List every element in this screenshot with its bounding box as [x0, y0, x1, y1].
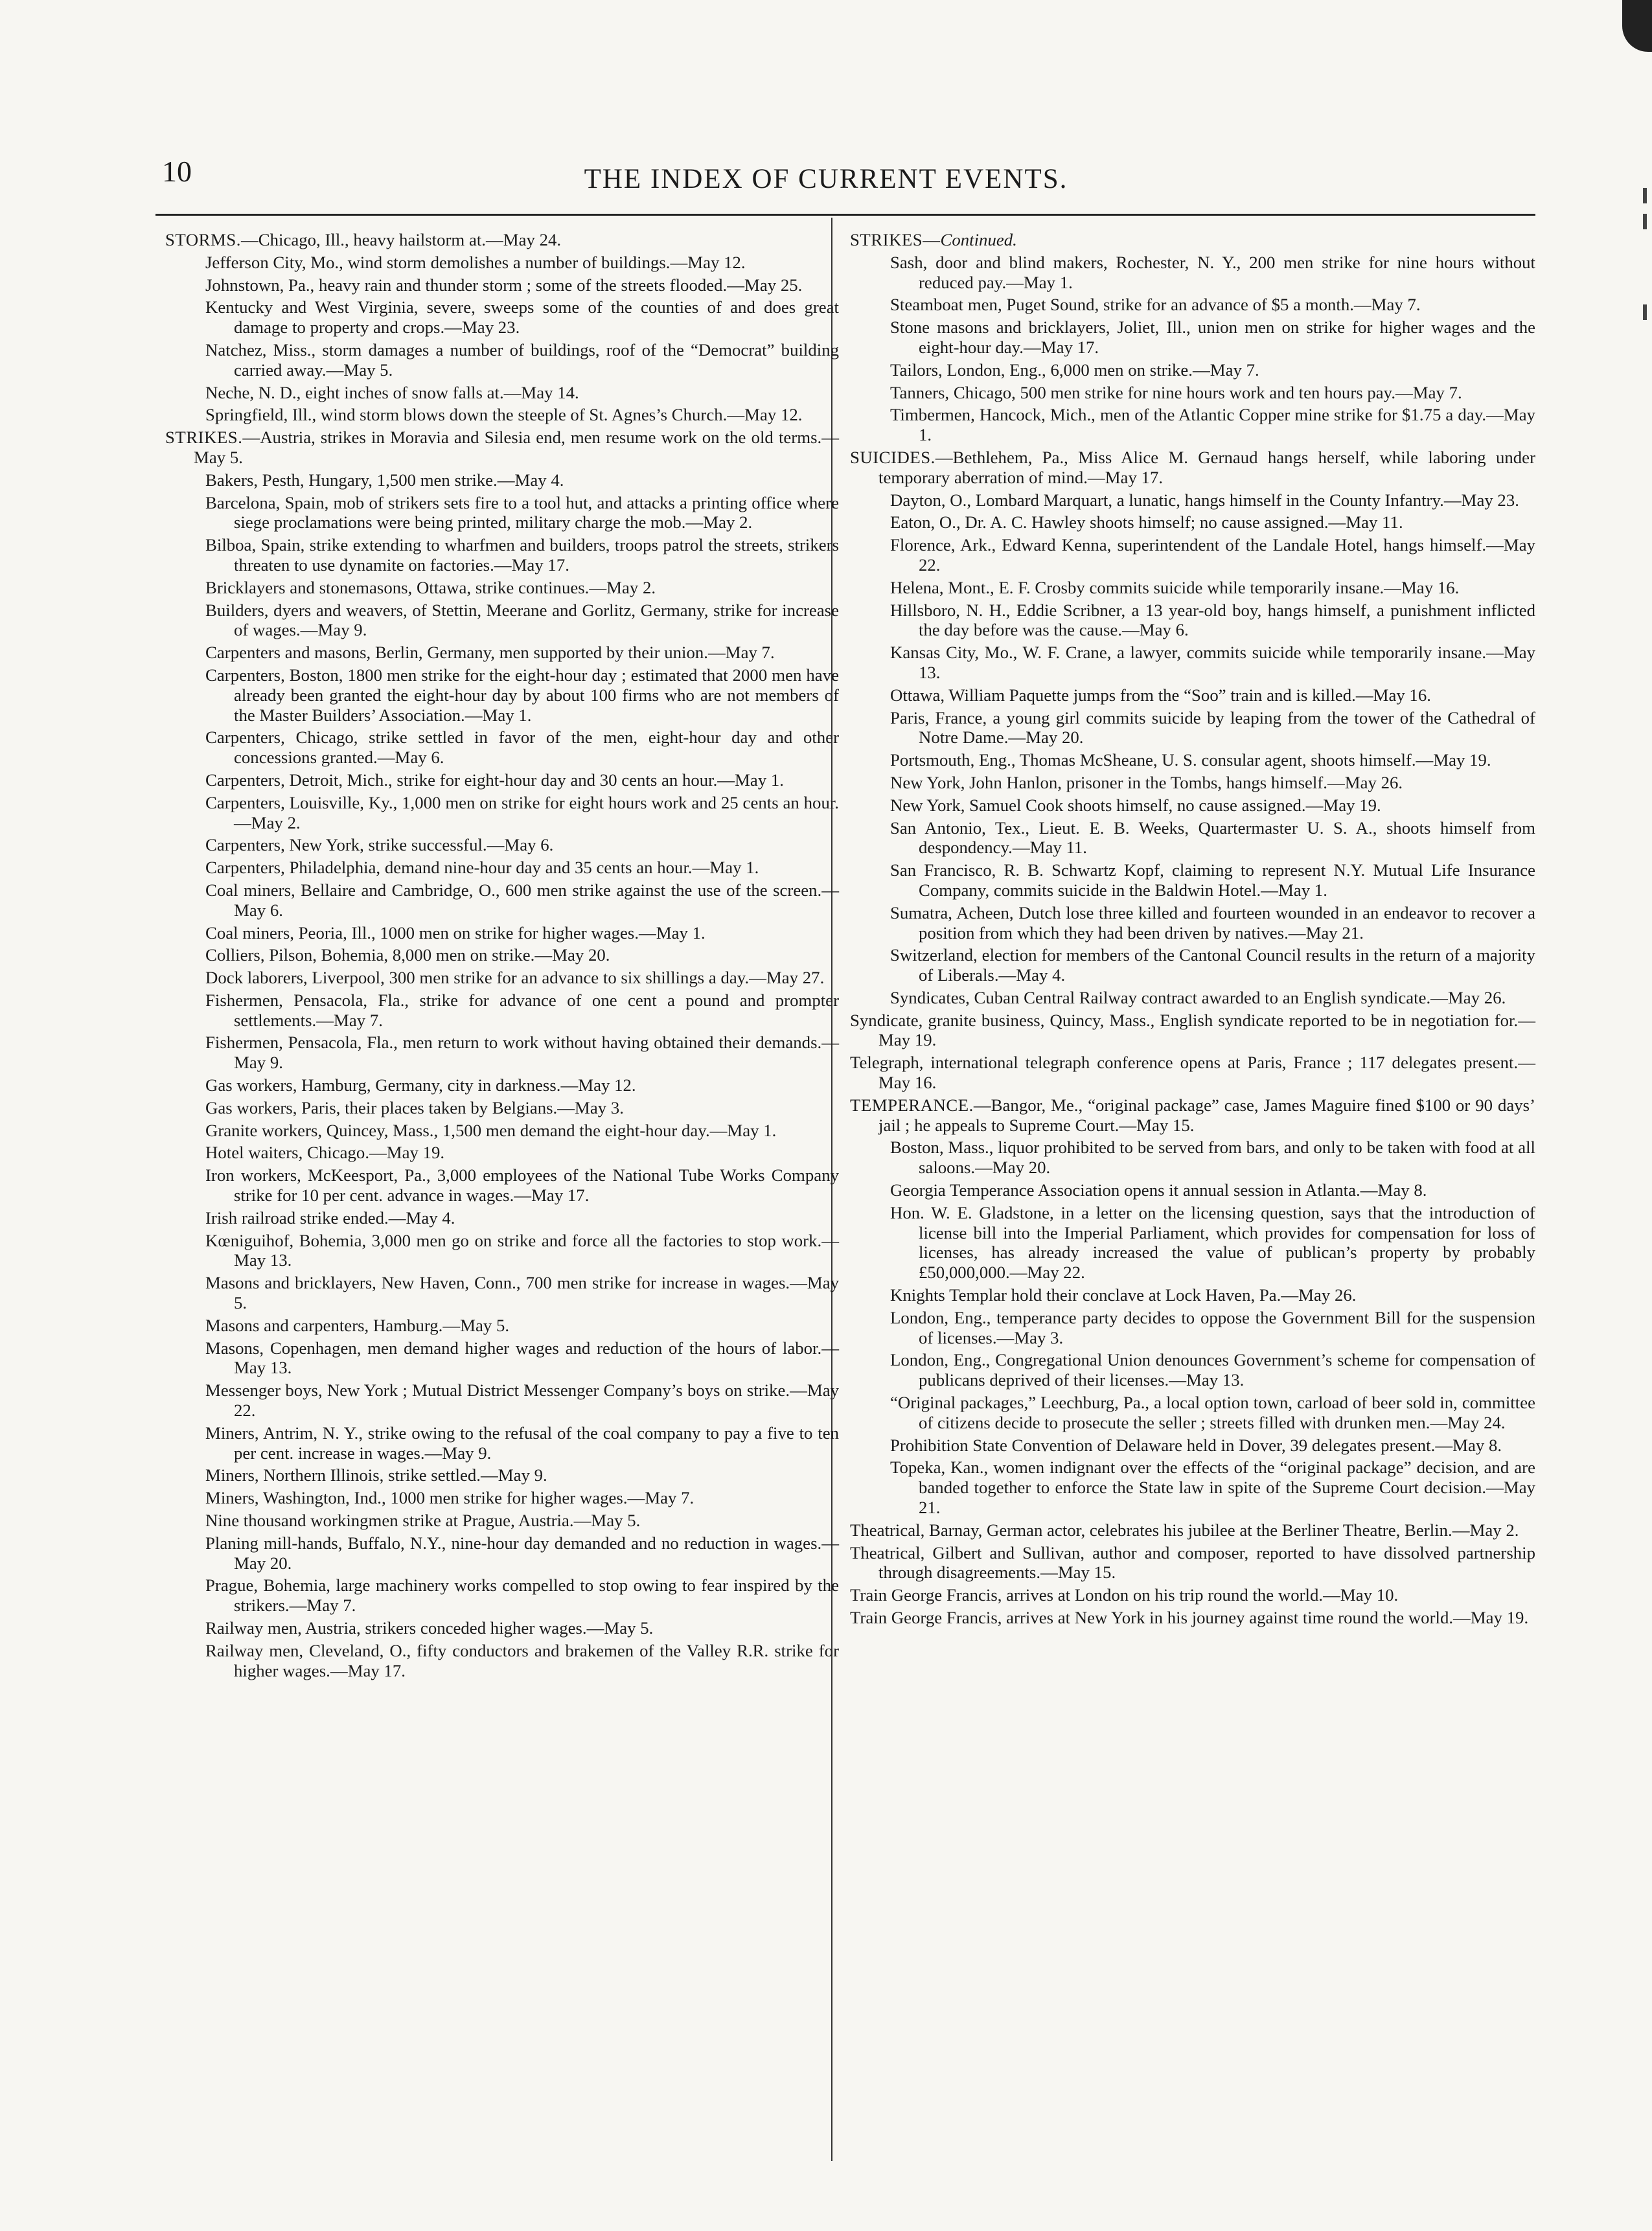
entry-text: London, Eng., temperance party decides to oppose the Government Bill for the suspension of licenses.—May 3.	[890, 1307, 1535, 1347]
index-entry	[890, 1436, 1535, 1456]
entry-text: San Francisco, R. B. Schwartz Kopf, claiming to represent N.Y. Mutual Life Insurance Company, commits suicide in the Baldwin Hotel.—May 1.	[890, 860, 1535, 900]
index-entry	[890, 988, 1535, 1008]
entry-text: Miners, Washington, Ind., 1000 men strike for higher wages.—May 7.	[205, 1488, 694, 1508]
entry-text: Planing mill-hands, Buffalo, N.Y., nine-hour day demanded and no reduction in wages.—May 20.	[205, 1533, 839, 1573]
scan-edge-mark	[1643, 304, 1647, 320]
entry-text: Hon. W. E. Gladstone, in a letter on the licensing question, says that the introduction of license bill into the Imperial Parliament, which provides for compensation for loss of licenses, has already increased the value of publican’s property by probably £50,000,000.—May 22.	[890, 1202, 1535, 1283]
entry-text: New York, Samuel Cook shoots himself, no cause assigned.—May 19.	[890, 795, 1381, 815]
index-entry	[205, 383, 839, 403]
index-category-entry	[850, 448, 1535, 488]
index-entry	[205, 945, 839, 965]
index-entry	[205, 1273, 839, 1313]
index-entry	[890, 945, 1535, 985]
continued-label: Continued.	[940, 230, 1017, 249]
entry-text: Natchez, Miss., storm damages a number of buildings, roof of the “Democrat” building carried away.—May 5.	[205, 339, 839, 380]
index-entry	[205, 727, 839, 768]
index-entry	[205, 1533, 839, 1573]
index-category-entry	[850, 1585, 1535, 1605]
entry-text: Gas workers, Hamburg, Germany, city in darkness.—May 12.	[205, 1075, 636, 1095]
page-number: 10	[162, 155, 192, 188]
index-entry	[205, 643, 839, 663]
category-label: STORMS.	[165, 230, 241, 249]
index-entry	[205, 793, 839, 833]
entry-text: Sash, door and blind makers, Rochester, N. Y., 200 men strike for nine hours without reduced pay.—May 1.	[890, 252, 1535, 292]
index-category-entry	[850, 1011, 1535, 1051]
entry-text: New York, John Hanlon, prisoner in the Tombs, hangs himself.—May 26.	[890, 772, 1403, 792]
index-entry	[205, 1465, 839, 1485]
entry-text: Irish railroad strike ended.—May 4.	[205, 1207, 455, 1228]
entry-text: Knights Templar hold their conclave at Lock Haven, Pa.—May 26.	[890, 1285, 1357, 1305]
index-entry	[890, 317, 1535, 358]
entry-text: Hillsboro, N. H., Eddie Scribner, a 13 year-old boy, hangs himself, a punishment inflicted the day before was the cause.—May 6.	[890, 600, 1535, 640]
index-category-entry	[850, 1608, 1535, 1628]
entry-text: Syndicates, Cuban Central Railway contract awarded to an English syndicate.—May 26.	[890, 987, 1506, 1007]
index-entry	[890, 750, 1535, 770]
entry-text: Georgia Temperance Association opens it annual session in Atlanta.—May 8.	[890, 1180, 1427, 1200]
index-category-entry	[165, 230, 839, 250]
entry-text: Masons, Copenhagen, men demand higher wages and reduction of the hours of labor.—May 13.	[205, 1338, 839, 1378]
index-entry	[890, 773, 1535, 793]
index-entry	[205, 1641, 839, 1681]
entry-text: Colliers, Pilson, Bohemia, 8,000 men on strike.—May 20.	[205, 945, 610, 965]
index-entry	[205, 535, 839, 575]
category-label: STRIKES—	[850, 230, 941, 249]
entry-text: Ottawa, William Paquette jumps from the “Soo” train and is killed.—May 16.	[890, 685, 1431, 705]
entry-text: Iron workers, McKeesport, Pa., 3,000 employees of the National Tube Works Company strike for 10 per cent. advance in wages.—May 17.	[205, 1165, 839, 1206]
entry-text: Springfield, Ill., wind storm blows down the steeple of St. Agnes’s Church.—May 12.	[205, 405, 803, 425]
entry-text: Coal miners, Bellaire and Cambridge, O., 600 men strike against the use of the screen.—May 6.	[205, 880, 839, 920]
index-entry	[890, 903, 1535, 943]
entry-text: Carpenters, Detroit, Mich., strike for eight-hour day and 30 cents an hour.—May 1.	[205, 770, 785, 790]
entry-text: Kansas City, Mo., W. F. Crane, a lawyer, commits suicide while temporarily insane.—May 13.	[890, 643, 1535, 682]
index-category-entry	[850, 1053, 1535, 1093]
entry-text: Railway men, Austria, strikers conceded higher wages.—May 5.	[205, 1618, 654, 1638]
entry-text: Theatrical, Barnay, German actor, celebrates his jubilee at the Berliner Theatre, Berlin.—May 2.	[850, 1520, 1519, 1540]
index-entry	[205, 1098, 839, 1118]
entry-text: Railway men, Cleveland, O., fifty conductors and brakemen of the Valley R.R. strike for higher wages.—May 17.	[205, 1640, 839, 1680]
entry-text: Fishermen, Pensacola, Fla., strike for advance of one cent a pound and prompter settlements.—May 7.	[205, 990, 839, 1030]
index-entry	[205, 601, 839, 641]
index-category-entry	[850, 230, 1535, 250]
entry-text: Dayton, O., Lombard Marquart, a lunatic, hangs himself in the County Infantry.—May 23.	[890, 490, 1519, 510]
index-entry	[890, 1180, 1535, 1200]
entry-text: San Antonio, Tex., Lieut. E. B. Weeks, Quartermaster U. S. A., shoots himself from despondency.—May 11.	[890, 818, 1535, 858]
entry-text: —Chicago, Ill., heavy hailstorm at.—May 24.	[240, 230, 562, 249]
entry-text: Masons and carpenters, Hamburg.—May 5.	[205, 1315, 510, 1335]
index-entry	[205, 1575, 839, 1616]
entry-text: Florence, Ark., Edward Kenna, superintendent of the Landale Hotel, hangs himself.—May 22.	[890, 535, 1535, 575]
index-entry	[205, 340, 839, 380]
index-entry	[890, 601, 1535, 641]
category-label: STRIKES.	[165, 428, 243, 448]
index-category-entry	[165, 428, 839, 468]
index-entry	[205, 1208, 839, 1228]
entry-text: Steamboat men, Puget Sound, strike for an advance of $5 a month.—May 7.	[890, 295, 1421, 315]
index-entry	[205, 923, 839, 943]
index-entry	[890, 512, 1535, 532]
index-entry	[890, 685, 1535, 705]
entry-text: Builders, dyers and weavers, of Stettin, Meerane and Gorlitz, Germany, strike for increase of wages.—May 9.	[205, 600, 839, 640]
index-category-entry	[850, 1543, 1535, 1583]
entry-text: Topeka, Kan., women indignant over the effects of the “original package” decision, and are banded together to enforce the State law in spite of the Supreme Court decision.—May 21.	[890, 1458, 1535, 1518]
index-entry	[890, 1138, 1535, 1178]
scan-edge-blot	[1622, 0, 1652, 52]
index-category-entry	[850, 1520, 1535, 1540]
entry-text: Carpenters, Boston, 1800 men strike for the eight-hour day ; estimated that 2000 men have already been granted the eight-hour day by about 100 firms who are not members of the Master Builders’ Association.—May 1.	[205, 665, 839, 725]
entry-text: Kentucky and West Virginia, severe, sweeps some of the counties of and does great damage to property and crops.—May 23.	[205, 297, 839, 338]
index-entry	[205, 835, 839, 855]
index-entry	[205, 665, 839, 725]
index-entry	[205, 1075, 839, 1095]
index-entry	[205, 493, 839, 533]
category-label: SUICIDES.	[850, 447, 935, 467]
entry-text: Neche, N. D., eight inches of snow falls at.—May 14.	[205, 382, 579, 402]
entry-text: Carpenters, New York, strike successful.—May 6.	[205, 835, 554, 855]
entry-text: Dock laborers, Liverpool, 300 men strike for an advance to six shillings a day.—May 27.	[205, 968, 825, 988]
entry-text: Messenger boys, New York ; Mutual District Messenger Company’s boys on strike.—May 22.	[205, 1380, 839, 1421]
index-entry	[890, 1393, 1535, 1433]
index-entry	[890, 383, 1535, 403]
index-entry	[205, 1618, 839, 1638]
entry-text: —Austria, strikes in Moravia and Silesia end, men resume work on the old terms.—May 5.	[194, 428, 839, 467]
entry-text: Miners, Antrim, N. Y., strike owing to the refusal of the coal company to pay a five to ten per cent. increase in wages.—May 9.	[205, 1423, 839, 1463]
entry-text: Bakers, Pesth, Hungary, 1,500 men strike.—May 4.	[205, 470, 564, 490]
index-entry	[205, 990, 839, 1031]
index-category-entry	[850, 1095, 1535, 1136]
index-entry	[205, 405, 839, 425]
left-column	[165, 230, 839, 1683]
index-entry	[890, 1203, 1535, 1283]
entry-text: Timbermen, Hancock, Mich., men of the Atlantic Copper mine strike for $1.75 a day.—May 1.	[890, 405, 1535, 445]
entry-text: Masons and bricklayers, New Haven, Conn., 700 men strike for increase in wages.—May 5.	[205, 1273, 839, 1313]
index-entry	[890, 535, 1535, 575]
entry-text: Carpenters, Louisville, Ky., 1,000 men on strike for eight hours work and 25 cents an hour.—May 2.	[205, 792, 839, 832]
index-entry	[890, 708, 1535, 748]
entry-text: Carpenters and masons, Berlin, Germany, men supported by their union.—May 7.	[205, 643, 775, 663]
index-entry	[205, 275, 839, 295]
entry-text: Hotel waiters, Chicago.—May 19.	[205, 1143, 445, 1163]
index-entry	[890, 490, 1535, 510]
running-head: THE INDEX OF CURRENT EVENTS.	[584, 164, 1068, 194]
index-entry	[205, 968, 839, 988]
index-entry	[205, 1488, 839, 1508]
index-entry	[890, 360, 1535, 380]
entry-text: Gas workers, Paris, their places taken by Belgians.—May 3.	[205, 1097, 624, 1117]
entry-text: Tailors, London, Eng., 6,000 men on strike.—May 7.	[890, 360, 1259, 380]
index-entry	[890, 818, 1535, 858]
entry-text: Kœniguihof, Bohemia, 3,000 men go on strike and force all the factories to stop work.—May 13.	[205, 1230, 839, 1270]
entry-text: “Original packages,” Leechburg, Pa., a local option town, carload of beer sold in, committee of citizens decide to prosecute the seller ; streets filled with drunken men.—May 24.	[890, 1393, 1535, 1432]
index-entry	[890, 578, 1535, 598]
entry-text: Carpenters, Chicago, strike settled in favor of the men, eight-hour day and other concessions granted.—May 6.	[205, 727, 839, 768]
entry-text: Coal miners, Peoria, Ill., 1000 men on strike for higher wages.—May 1.	[205, 922, 706, 943]
entry-text: Carpenters, Philadelphia, demand nine-hour day and 35 cents an hour.—May 1.	[205, 858, 759, 878]
index-entry	[205, 1423, 839, 1463]
index-entry	[205, 770, 839, 790]
entry-text: Prague, Bohemia, large machinery works compelled to stop owing to fear inspired by the strikers.—May 7.	[205, 1575, 839, 1616]
entry-text: London, Eng., Congregational Union denounces Government’s scheme for compensation of publicans deprived of their licenses.—May 13.	[890, 1350, 1535, 1390]
index-entry	[890, 295, 1535, 315]
index-entry	[890, 1308, 1535, 1348]
category-label: TEMPERANCE.	[850, 1095, 974, 1115]
entry-text: Boston, Mass., liquor prohibited to be served from bars, and only to be taken with food at all saloons.—May 20.	[890, 1138, 1535, 1178]
entry-text: Switzerland, election for members of the Cantonal Council results in the return of a majority of Liberals.—May 4.	[890, 945, 1535, 985]
index-entry	[890, 643, 1535, 683]
entry-text: Stone masons and bricklayers, Joliet, Ill., union men on strike for higher wages and the eight-hour day.—May 17.	[890, 317, 1535, 357]
index-entry	[205, 470, 839, 490]
entry-text: Paris, France, a young girl commits suicide by leaping from the tower of the Cathedral of Notre Dame.—May 20.	[890, 707, 1535, 748]
index-entry	[205, 1033, 839, 1073]
index-entry	[890, 860, 1535, 900]
entry-text: Portsmouth, Eng., Thomas McSheane, U. S. consular agent, shoots himself.—May 19.	[890, 750, 1491, 770]
entry-text: Eaton, O., Dr. A. C. Hawley shoots himself; no cause assigned.—May 11.	[890, 512, 1403, 532]
index-entry	[205, 1316, 839, 1336]
index-entry	[205, 1380, 839, 1421]
entry-text: Bilboa, Spain, strike extending to wharfmen and builders, troops patrol the streets, strikers threaten to use dynamite on factories.—May 17.	[205, 535, 839, 575]
index-entry	[205, 253, 839, 273]
index-entry	[205, 1511, 839, 1531]
entry-text: Helena, Mont., E. F. Crosby commits suicide while temporarily insane.—May 16.	[890, 577, 1460, 597]
index-entry	[205, 297, 839, 338]
entry-text: Barcelona, Spain, mob of strikers sets fire to a tool hut, and attacks a printing office where siege proclamations were being printed, military charge the mob.—May 2.	[205, 492, 839, 532]
right-column	[850, 230, 1535, 1630]
index-entry	[890, 1350, 1535, 1390]
header-rule	[155, 214, 1535, 216]
index-entry	[890, 253, 1535, 293]
entry-text: Granite workers, Quincey, Mass., 1,500 men demand the eight-hour day.—May 1.	[205, 1120, 777, 1140]
entry-text: Train George Francis, arrives at London on his trip round the world.—May 10.	[850, 1585, 1399, 1605]
entry-text: Sumatra, Acheen, Dutch lose three killed and fourteen wounded in an endeavor to recover a position from which they had been driven by natives.—May 21.	[890, 902, 1535, 943]
index-entry	[205, 578, 839, 598]
entry-text: Telegraph, international telegraph conference opens at Paris, France ; 117 delegates present.—May 16.	[850, 1053, 1535, 1093]
entry-text: Jefferson City, Mo., wind storm demolishes a number of buildings.—May 12.	[205, 252, 746, 272]
entry-text: Syndicate, granite business, Quincy, Mass., English syndicate reported to be in negotiation for.—May 19.	[850, 1010, 1535, 1050]
entry-text: Train George Francis, arrives at New York in his journey against time round the world.—May 19.	[850, 1608, 1529, 1627]
index-entry	[205, 1338, 839, 1379]
index-entry	[890, 1285, 1535, 1305]
index-entry	[205, 1231, 839, 1271]
scan-edge-mark	[1643, 214, 1647, 229]
index-entry	[205, 880, 839, 921]
entry-text: Prohibition State Convention of Delaware held in Dover, 39 delegates present.—May 8.	[890, 1435, 1502, 1455]
entry-text: Johnstown, Pa., heavy rain and thunder storm ; some of the streets flooded.—May 25.	[205, 275, 803, 295]
entry-text: —Bangor, Me., “original package” case, James Maguire fined $100 or 90 days’ jail ; he appeals to Supreme Court.—May 15.	[878, 1095, 1535, 1135]
index-entry	[205, 1143, 839, 1163]
entry-text: Theatrical, Gilbert and Sullivan, author and composer, reported to have dissolved partnership through disagreements.—May 15.	[850, 1542, 1535, 1583]
index-entry	[205, 1121, 839, 1141]
entry-text: —Bethlehem, Pa., Miss Alice M. Gernaud hangs herself, while laboring under temporary aberration of mind.—May 17.	[878, 447, 1535, 487]
entry-text: Bricklayers and stonemasons, Ottawa, strike continues.—May 2.	[205, 577, 656, 597]
entry-text: Nine thousand workingmen strike at Prague, Austria.—May 5.	[205, 1511, 641, 1531]
entry-text: Miners, Northern Illinois, strike settled.—May 9.	[205, 1465, 547, 1485]
entry-text: Tanners, Chicago, 500 men strike for nine hours work and ten hours pay.—May 7.	[890, 382, 1462, 402]
index-entry	[890, 405, 1535, 445]
index-entry	[205, 1165, 839, 1206]
index-entry	[890, 1458, 1535, 1517]
entry-text: Fishermen, Pensacola, Fla., men return to work without having obtained their demands.—May 9.	[205, 1033, 839, 1073]
index-entry	[890, 795, 1535, 816]
index-entry	[205, 858, 839, 878]
